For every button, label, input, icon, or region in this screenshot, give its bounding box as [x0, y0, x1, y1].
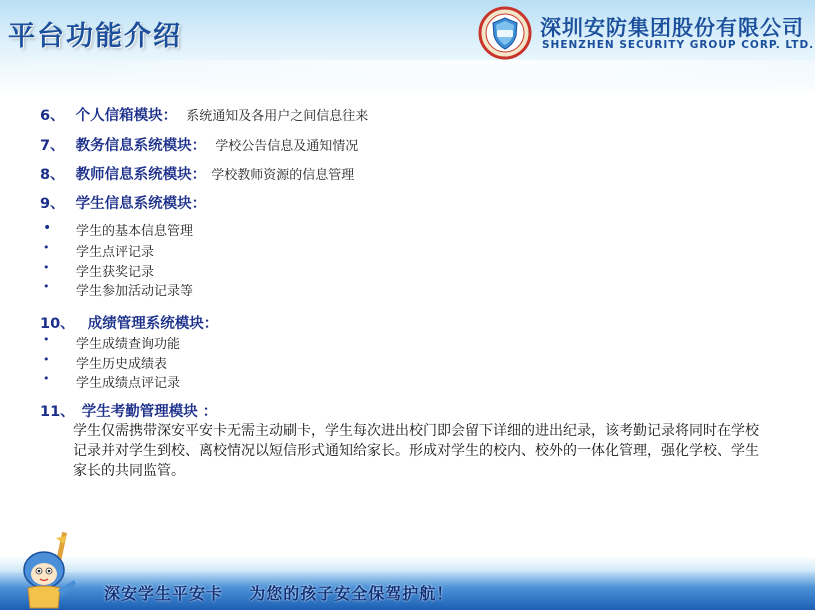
section-9-title: 学生信息系统模块： — [75, 196, 207, 212]
list-item — [43, 372, 181, 391]
section-7-number: 7、 — [40, 138, 65, 154]
list-item-label: 学生参加活动记录等 — [76, 284, 194, 299]
bullet-icon: • — [43, 241, 50, 254]
section-9-heading — [40, 192, 206, 213]
section-8-title: 教师信息系统模块： — [75, 167, 207, 183]
bullet-icon: • — [43, 280, 50, 293]
list-item — [43, 220, 194, 239]
bullet-icon: • — [43, 353, 50, 366]
section-11-paragraph: 学生仅需携带深安平安卡无需主动刷卡，学生每次进出校门即会留下详细的进出纪录，该考勤记录将同时在学校记录并对学生到校、离校情况以短信形式通知给家长。形成对学生的校内、校外的一体化管理，强化学校、学生家长的共同监管。 — [73, 423, 759, 479]
section-6-desc: 系统通知及各用户之间信息往来 — [186, 109, 369, 124]
section-7-title: 教务信息系统模块： — [75, 138, 207, 154]
section-9-number: 9、 — [40, 196, 65, 212]
section-6-heading — [40, 104, 368, 125]
list-item — [43, 333, 181, 352]
section-8-heading — [40, 163, 354, 184]
section-8-number: 8、 — [40, 167, 65, 183]
section-8-desc: 学校教师资源的信息管理 — [211, 168, 355, 183]
list-item — [43, 353, 168, 372]
list-item — [43, 280, 194, 299]
list-item-label: 学生点评记录 — [76, 245, 155, 260]
section-11-number: 11、 — [40, 404, 75, 420]
section-10-title: 成绩管理系统模块： — [87, 316, 219, 332]
company-name-cn: 深圳安防集团股份有限公司 — [540, 16, 804, 40]
section-10-number: 10、 — [40, 316, 75, 332]
bullet-icon: • — [43, 372, 50, 385]
bullet-icon: • — [43, 261, 50, 274]
list-item-label: 学生的基本信息管理 — [76, 224, 194, 239]
section-11-title: 学生考勤管理模块 ： — [81, 404, 218, 420]
company-name-en: SHENZHEN SECURITY GROUP CORP. LTD. — [542, 39, 815, 51]
section-6-title: 个人信箱模块： — [75, 108, 178, 124]
list-item-label: 学生成绩查询功能 — [76, 337, 181, 352]
section-6-number: 6、 — [40, 108, 65, 124]
section-7-desc: 学校公告信息及通知情况 — [215, 139, 359, 154]
bullet-icon: • — [43, 220, 52, 236]
page-title: 平台功能介绍 — [8, 21, 182, 52]
list-item — [43, 241, 155, 260]
mascot-icon — [14, 530, 94, 610]
list-item-label: 学生历史成绩表 — [76, 357, 168, 372]
footer-slogan: 深安学生平安卡 为您的孩子安全保驾护航！ — [104, 584, 454, 603]
section-7-heading — [40, 134, 358, 155]
list-item-label: 学生成绩点评记录 — [76, 376, 181, 391]
list-item — [43, 261, 155, 280]
list-item-label: 学生获奖记录 — [76, 265, 155, 280]
section-10-heading — [40, 312, 218, 333]
section-11-heading — [40, 400, 217, 421]
bullet-icon: • — [43, 333, 50, 346]
